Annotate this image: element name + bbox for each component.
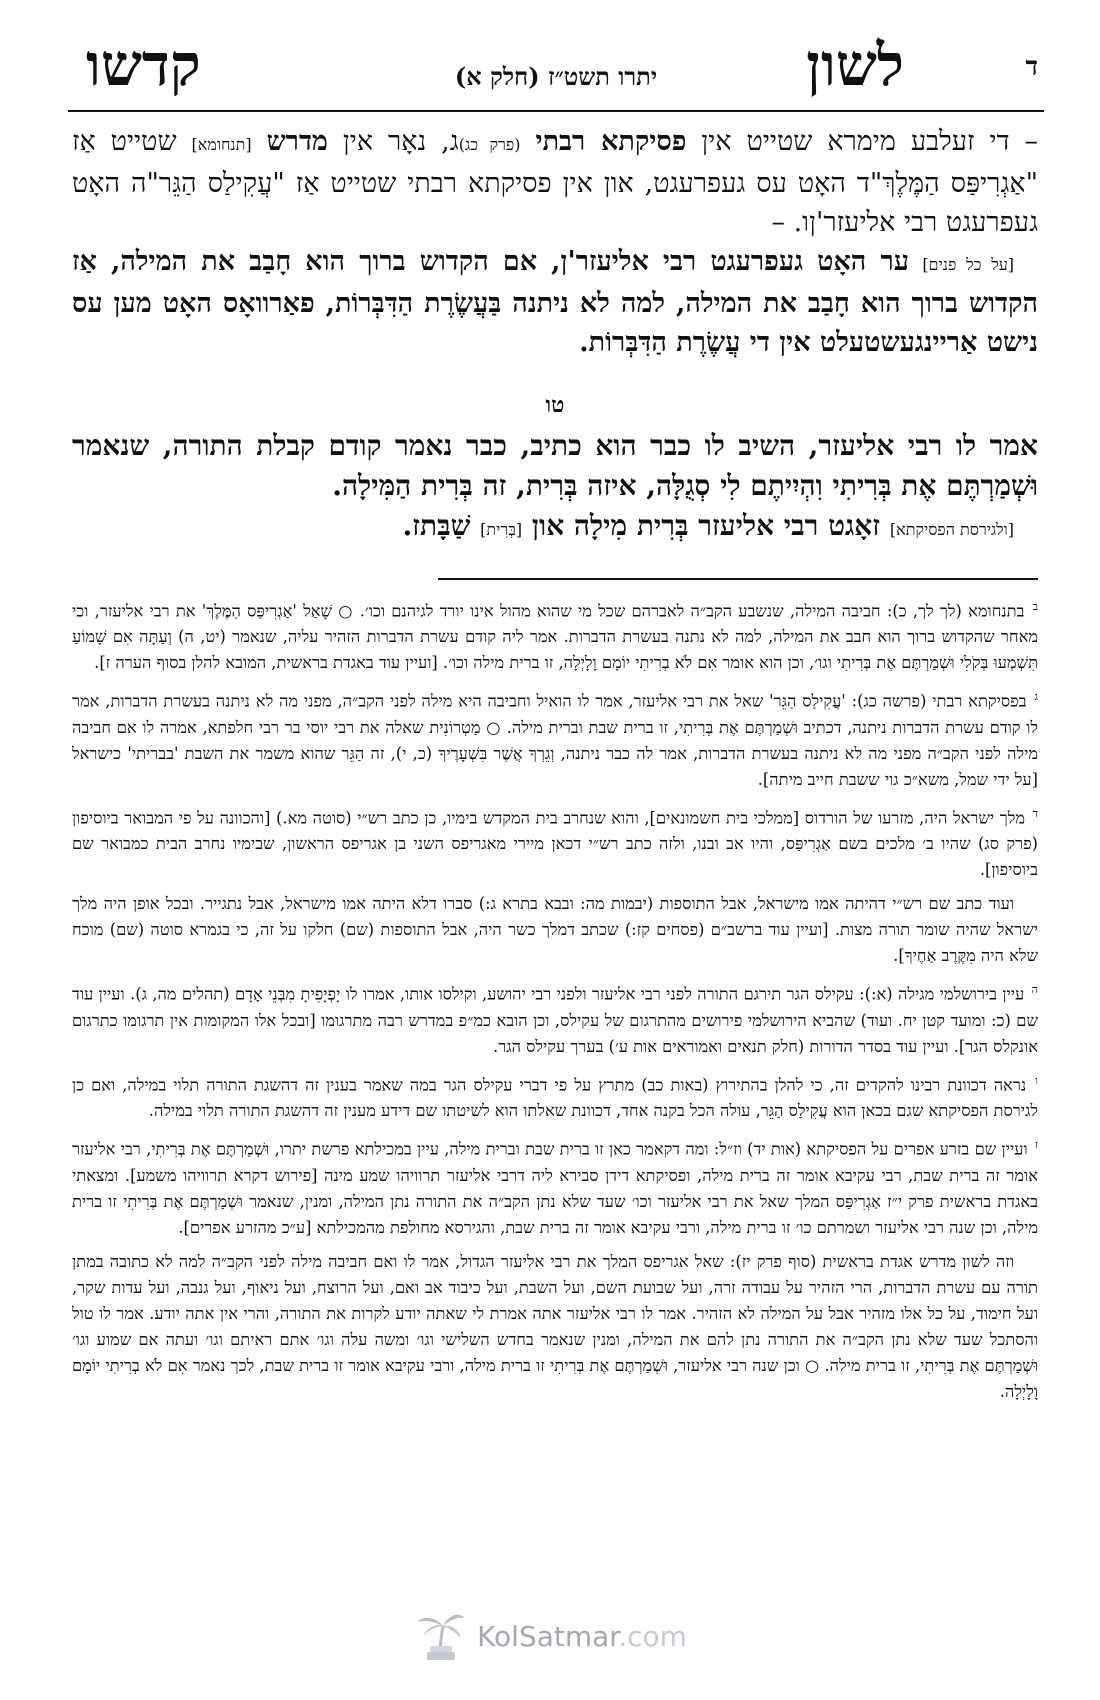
main-text-span: שטייט אַז "אַגְרִיפַּס הַמֶּלֶךְ"ד האָט עס געפרעגט, און אין פסיקתא רבתי שטייט אַז	[72, 126, 1038, 199]
footnote	[72, 594, 1038, 676]
main-paragraph-2	[72, 242, 1038, 362]
main-text-span: ג, נאָר אין	[342, 126, 459, 157]
main-text-span: "עֲקִילַס הַגֵּר"ה האָט געפרעגט רבי אליעזר'ןו. –	[72, 168, 1038, 238]
header-subtitle: יתרו תשט״ז (חלק א)	[454, 62, 658, 91]
source-ref: [תנחומא]	[191, 135, 252, 154]
logo-domain: .com	[618, 1619, 687, 1653]
main-paragraph-1	[72, 122, 1038, 242]
footnote-text: עיין בירושלמי מגילה (א:): עקילס הגר תירגם התורה לפני רבי אליעזר ולפני רבי יהושע, וקילסו אותו, אמרו לו יָפְיָפִיתָ מִבְּנֵי אָדָם (תהלים מה, ג). ועיין עוד שם (כ: ומועד קטן יח. ועוד) שהביא הירושלמי פירושים מהתרגום של עקילס, וכן הובא כמ״פ במדרש רבה מתרגומו [ובכל אלו המקומות אין תרגומו כתרגום אונקלס הגר]. ועיין עוד בסדר הדורות (חלק תנאים ואמוראים אות ע׳) בערך עקילס הגר.	[72, 984, 1038, 1056]
footnote-text: ועיין שם בזרע אפרים על הפסיקתא (אות יד) וז״ל: ומה דקאמר כאן זו ברית שבת וברית מילה, עיין במכילתא פרשת יתרו, וּשְׁמַרְתֶּם אֶת בְּרִיתִי, רבי אליעזר אומר זה ברית שבת, רבי עקיבא אומר זה ברית מילה, ופסיקתא דידן סבירא ליה דרבי אליעזר תרוויהו שמע מינה [פירוש דקרא תרוויהו משמע]. ומצאתי באגדת בראשית פרק י״ז אַגְרִיפַּס המלך שאל את רבי אליעזר וכו׳ שעד שלא נתן הקב״ה את התורה נתן המילה, ומנין, שנאמר וּשְׁמַרְתֶּם אֶת בְּרִיתִי זו ברית מילה, וכן שנה רבי אליעזר ושמרתם כו׳ זו ברית מילה, ורבי עקיבא אומר זה ברית שבת, והגירסא מחולפת מהמכילתא [ע״כ מהזרע אפרים].	[72, 1139, 1038, 1237]
page-header	[68, 0, 1044, 112]
footnote	[72, 1132, 1038, 1240]
footnote-continuation: ועוד כתב שם רש״י דהיתה אמו מישראל, אבל התוספות (יבמות מה: ובבא בתרא ג:) סברו דלא היתה אמו מישראל, אבל נתגייר. ובכל אופן היה מלך ישראל שהיה שומר תורה מצות. [ועיין עוד ברשב״ם (פסחים קז:) שכתב דמלך כשר היה, אבל התוספות (שם) חלקו על זה, כי בגמרא סוטה (שם) מוכח שלא היה מִקֶּרֶב אַחֶיךָ].	[72, 894, 1038, 966]
source-ref: [על כל פנים]	[922, 255, 1015, 274]
footnote-text: מלך ישראל היה, מזרעו של הורדוס [ממלכי בית חשמונאים], והוא שנחרב בית המקדש בימיו, כן כתב רש״י (סוטה מא.) [והכוונה על פי המבואר ביוסיפון (פרק סג) שהיו ב׳ מלכים בשם אַגְרִיפַּס, והיו אב ובנו, ולזה כתב רש״י דכאן מיירי מאגריפס השני בן אגריפס הראשון, שבימיו נחרב הבית כמבואר שם ביוסיפון].	[72, 808, 1038, 880]
main-bold-span: מדרש	[266, 126, 328, 157]
main-bold-span: פסיקתא רבתי	[535, 126, 687, 157]
footnote-mark: ד	[1032, 806, 1038, 820]
main-bold-span: ער האָט געפרעגט רבי אליעזר'ן, אם הקדוש ברוך הוא חָבַב את המילה, אַז הקדוש ברוך הוא חָבַב את המילה, למה לא ניתנה בַּעֲשֶׂרֶת הַדִּבְּרוֹת, פאַרוואָס האָט מען עס נישט אַריינגעשטעלט אין די עֲשֶׂרֶת הַדִּבְּרוֹת.	[72, 246, 1038, 358]
page-number: ד	[1025, 52, 1038, 82]
footnote-mark: ז	[1034, 1138, 1038, 1152]
section-number: טו	[545, 392, 565, 418]
main-text-span: – די זעלבע מימרא שטייט אין	[701, 126, 1039, 157]
watermark-logo	[0, 1608, 1100, 1668]
footnote	[72, 801, 1038, 883]
logo-name: KolSatmar	[477, 1619, 619, 1653]
source-ref: [בְּרִית]	[480, 520, 523, 539]
footnote-mark: ה	[1031, 983, 1038, 997]
source-ref: (פרק כג)	[458, 135, 521, 154]
footnote-text: בפסיקתא רבתי (פרשה כג): 'עֲקִילַס הַגֵּר' שאל את רבי אליעזר, אמר לו הואיל וחביבה היא מילה לפני הקב״ה, מפני מה לא ניתנה בעשרת הדברות, אמר לו קודם עשרת הדברות ניתנה, דכתיב וּשְׁמַרְתֶּם אֶת בְּרִיתִי, זו ברית שבת וברית מילה. ○ מַטְרוֹנִית שאלה את רבי יוסי בר רבי חלפתא, אמרה לו אם חביבה מילה לפני הקב״ה מפני מה לא ניתנה בעשרת הדברות, אמר לה כבר ניתנה, וְגֵרְךָ אֲשֶׁר בִּשְׁעָרֶיךָ (כ, י), זה הַגֵּר שהוא משמר את השבת 'בבריתי' כישראל [על ידי שמל, משא״כ גוי ששבת חייב מיתה].	[72, 691, 1038, 789]
palm-tree-logo-icon	[413, 1608, 467, 1664]
source-ref: [ולגירסת הפסיקתא]	[889, 520, 1014, 539]
footnote-mark: ג	[1034, 690, 1038, 704]
main-paragraph-4	[72, 506, 1038, 550]
main-text-section	[72, 426, 1038, 550]
footnote-text: נראה דכוונת רבינו להקדים זה, כי להלן בהתירוץ (באות כב) מתרץ על פי דברי עקילס הגר במה שאמר בענין זה דהשגת התורה תלוי במילה, ואם כן לגירסת הפסיקתא שגם בכאן הוא עֲקִילַס הַגֵּר, עולה הכל בקנה אחד, דכוונת שאלתו הוא לשיטתו שם דידע מענין זה דהשגת התורה תלוי במילה.	[72, 1075, 1038, 1121]
header-title-left: קדשו	[86, 31, 201, 99]
main-bold-span: שַׁבָּתז.	[402, 509, 471, 542]
footnote	[72, 1068, 1038, 1124]
footnote-mark: ו	[1035, 1073, 1038, 1087]
footnotes	[72, 594, 1038, 1405]
footnote	[72, 684, 1038, 792]
main-text	[72, 122, 1038, 362]
footnote-text: בתנחומא (לך לך, כ): חביבה המילה, שנשבע הקב״ה לאברהם שכל מי שהוא מהול אינו יורד לגיהנם וכו׳. ○ שָׁאַל 'אַגְרִיפַּס הַמֶּלֶךְ' את רבי אליעזר, וכי מאחר שהקדוש ברוך הוא חבב את המילה, למה לא נתנה בעשרת הדברות. אמר ליה קודם עשרת הדברות הזהיר עליה, שנאמר (יט, ה) וְעַתָּה אִם שָׁמוֹעַ תִּשְׁמְעוּ בְּקֹלִי וּשְׁמַרְתֶּם אֶת בְּרִיתִי וגו׳, וכן הוא אומר אִם לֹא בְרִיתִי יוֹמָם וָלָיְלָה, זו ברית מילה וכו׳. [ועיין עוד באגדת בראשית, המובא להלן בסוף הערה ז].	[72, 601, 1038, 673]
footnote	[72, 977, 1038, 1059]
main-bold-span: זאָגט רבי אליעזר בְּרִית מִילָה און	[531, 509, 881, 542]
footnote-continuation: וזה לשון מדרש אגדת בראשית (סוף פרק יז): שאל אגריפס המלך את רבי אליעזר הגדול, אמר לו ואם חביבה מילה לפני הקב״ה למה לא כתובה במתן תורה עם עשרת הדברות, הרי הזהיר על עבודה זרה, ועל שבועת השם, ועל השבת, ועל כיבוד אב ואם, ועל הרוצח, ועל ניאוף, ועל גנבה, ועל עדות שקר, ועל חימוד, על כל אלו מזהיר אבל על המילה לא הזהיר. אמר לו רבי אליעזר אתה אמרת לי שאתה יודע לקרות את התורה, והרי אין אתה יודע. אמר לו טול והסתכל שעד שלא נתן הקב״ה את התורה נתן להם את המילה, ומנין שנאמר בחדש השלישי וגו׳ ומשה עלה וגו׳ אתם ראיתם וגו׳ ועתה אם שמוע וגו׳ וּשְׁמַרְתֶּם אֶת בְּרִיתִי, זו ברית מילה. ○ וכן שנה רבי אליעזר, וּשְׁמַרְתֶּם אֶת בְּרִיתִי זו ברית מילה, ורבי עקיבא אומר זו ברית שבת, לכך נאמר אִם לֹא בְרִיתִי יוֹמָם וָלָיְלָה.	[72, 1251, 1038, 1401]
main-paragraph-3: אמר לו רבי אליעזר, השיב לו כבר הוא כתיב, כבר נאמר קודם קבלת התורה, שנאמר וּשְׁמַרְתֶּם אֶת בְּרִיתִי וִהְיִיתֶם לִי סְגֻלָּה, איזה בְּרִית, זה בְּרִית הַמִּילָה.	[72, 429, 1038, 502]
footnote-divider	[438, 578, 1038, 580]
header-title-right: לשון	[806, 31, 904, 99]
logo-text	[477, 1620, 687, 1653]
footnote-mark: ב	[1032, 600, 1038, 613]
